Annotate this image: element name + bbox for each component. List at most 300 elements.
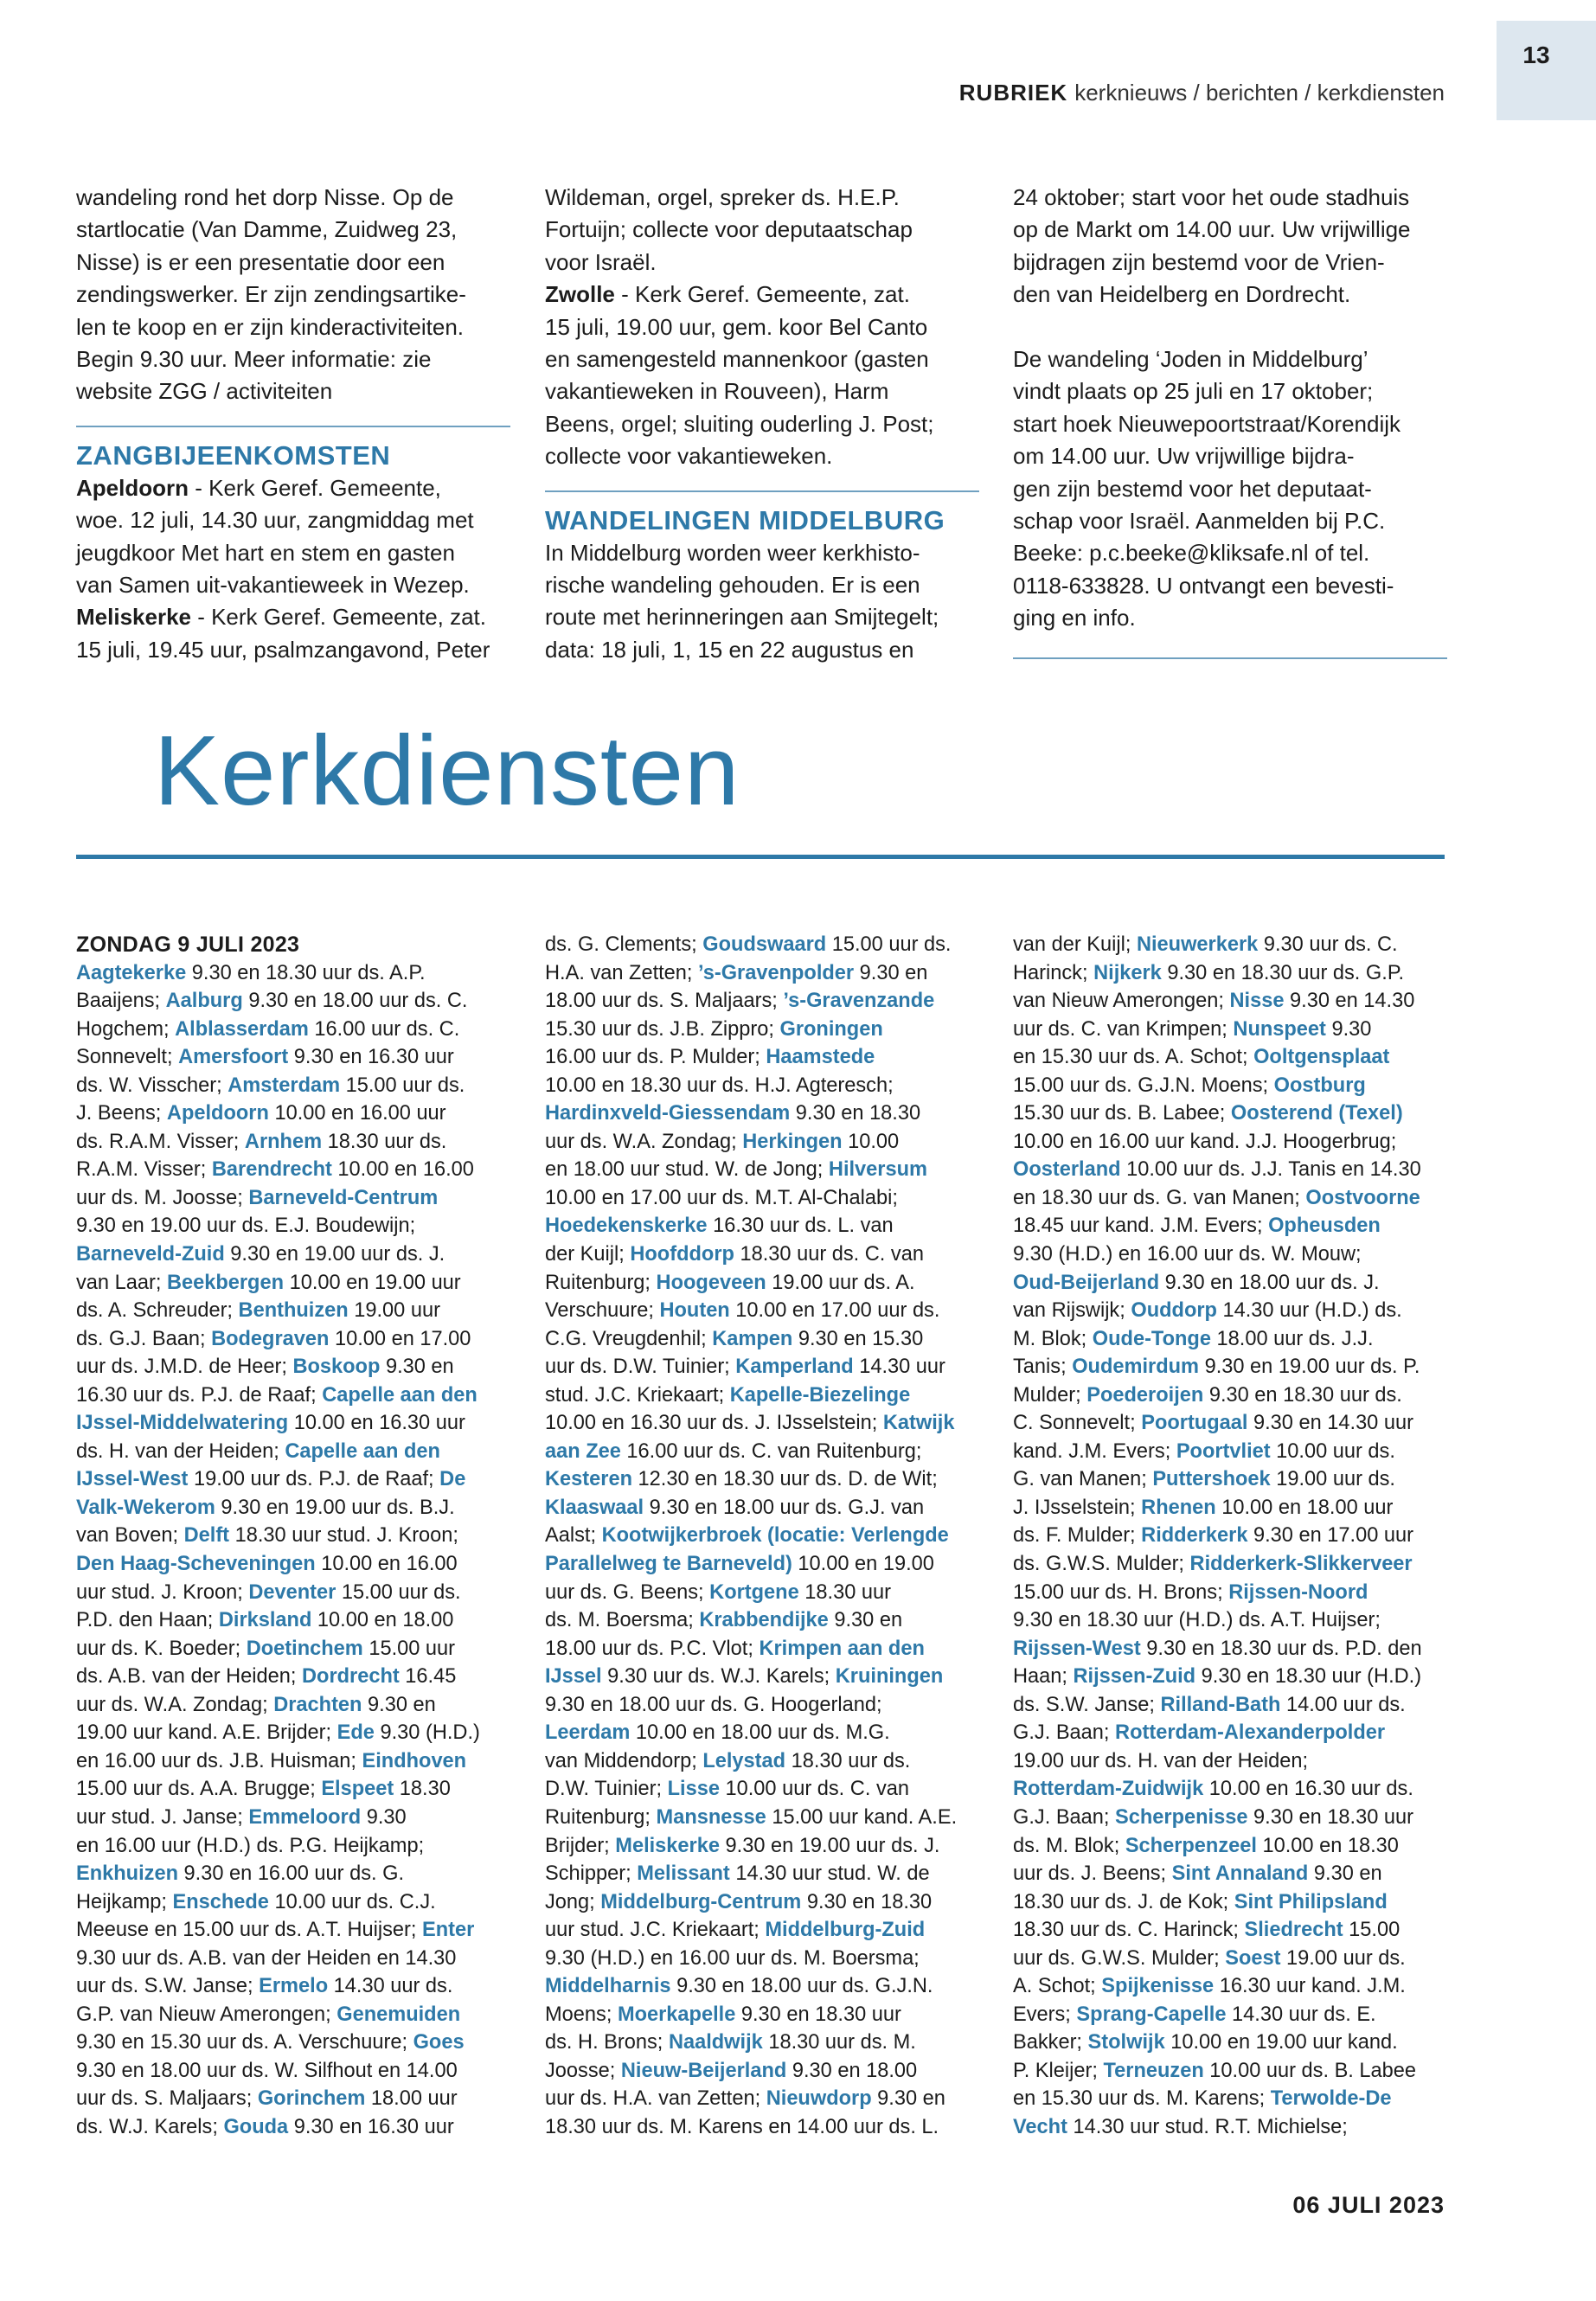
service-line (76, 2029, 526, 2057)
place-name: Hoofddorp (630, 1243, 734, 1266)
service-details: 18.30 uur (798, 1580, 891, 1604)
service-line (76, 1156, 526, 1184)
text-line: voor Israël. (545, 248, 657, 275)
place-name: Capelle aan den (322, 1383, 478, 1407)
service-line (545, 931, 995, 959)
place-name: Puttershoek (1152, 1468, 1271, 1491)
service-details: ds. G.J. Baan; (76, 1327, 212, 1350)
service-details: Hogchem; (76, 1017, 176, 1041)
service-details: Heijkamp; (76, 1890, 173, 1913)
service-details: 10.00 uur ds. J.J. Tanis en 14.30 (1120, 1158, 1421, 1182)
service-line (76, 1494, 526, 1522)
place-name: Beekbergen (166, 1271, 285, 1294)
service-details: 18.30 uur ds. C. Harinck; (1013, 1919, 1245, 1942)
service-details: en 18.00 uur stud. W. de Jong; (545, 1158, 829, 1182)
text-span: - Kerk Geref. Gemeente, zat. (190, 604, 487, 631)
service-line (545, 1888, 995, 1917)
place-name: Kapelle-Biezelinge (729, 1383, 911, 1407)
service-line (545, 1128, 995, 1157)
place-name: Rotterdam-Alexanderpolder (1115, 1721, 1386, 1745)
place-name: Oudemirdum (1072, 1356, 1200, 1379)
service-details: 16.30 uur ds. L. van (707, 1215, 894, 1238)
service-details: van Rijswijk; (1013, 1299, 1131, 1323)
service-details: ds. A.B. van der Heiden; (76, 1665, 302, 1689)
service-details: 10.00 uur ds. C.J. (268, 1890, 436, 1913)
service-details: 9.30 en (854, 961, 928, 984)
service-details: ds. H. Brons; (545, 2031, 669, 2054)
text-line: op de Markt om 14.00 uur. Uw vrijwillige (1013, 216, 1411, 243)
service-details: 10.00 en 17.00 uur ds. M.T. Al-Chalabi; (545, 1186, 898, 1209)
service-line (76, 1606, 526, 1635)
article-column-3 (1013, 182, 1447, 659)
service-line (545, 1016, 995, 1044)
service-line (545, 1691, 995, 1720)
service-details: en 15.30 uur ds. A. Schot; (1013, 1046, 1254, 1069)
service-line (545, 1804, 995, 1832)
service-details: Meeuse en 15.00 uur ds. A.T. Huijser; (76, 1919, 422, 1942)
service-details: 9.30 en 19.00 uur ds. B.J. (215, 1496, 455, 1519)
service-details: 9.30 (H.D.) (374, 1721, 480, 1745)
text-line: vindt plaats op 25 juli en 17 oktober; (1013, 378, 1374, 405)
service-line (545, 1945, 995, 1973)
service-details: 9.30 en 19.00 uur ds. J. (224, 1243, 445, 1266)
place-name: Scherpenzeel (1125, 1834, 1257, 1857)
place-name: Haamstede (766, 1046, 875, 1069)
service-details: uur ds. G.W.S. Mulder; (1013, 1946, 1226, 1970)
place-name: Moerkapelle (617, 2003, 736, 2026)
service-details: en 15.30 uur ds. M. Karens; (1013, 2087, 1271, 2111)
place-name: Enkhuizen (76, 1862, 178, 1886)
service-details: 18.30 uur ds. M. (762, 2031, 916, 2054)
service-line (1013, 1663, 1463, 1691)
service-line (1013, 1747, 1463, 1776)
service-details: 15.00 uur ds. A.A. Brugge; (76, 1778, 322, 1801)
place-name: Kootwijkerbroek (locatie: Verlengde (601, 1524, 949, 1548)
service-details: uur ds. J. Beens; (1013, 1862, 1172, 1886)
service-details: 9.30 en (1308, 1862, 1382, 1886)
text-line: vakantieweken in Rouveen), Harm (545, 378, 889, 405)
place-name: Klaaswaal (545, 1496, 644, 1519)
service-line (545, 1550, 995, 1579)
service-details: uur ds. D.W. Tuinier; (545, 1356, 736, 1379)
place-name: aan Zee (545, 1439, 621, 1463)
place-name: Sint Philipsland (1234, 1890, 1388, 1913)
service-line (1013, 2057, 1463, 2086)
service-details: 10.00 en 17.00 (329, 1327, 471, 1350)
service-details: 9.30 en 18.30 (790, 1102, 921, 1125)
service-line (76, 1381, 526, 1410)
service-line (76, 1325, 526, 1354)
place-name: Ridderkerk (1141, 1524, 1248, 1548)
service-line (76, 1550, 526, 1579)
text-line: route met herinneringen aan Smijtegelt; (545, 604, 939, 631)
paragraph-gap (1013, 311, 1447, 343)
place-name: Leerdam (545, 1721, 631, 1745)
place-name: Den Haag-Scheveningen (76, 1553, 316, 1576)
service-line (76, 1972, 526, 2001)
service-line (1013, 931, 1463, 959)
place-name: Stolwijk (1087, 2031, 1165, 2054)
place-name: Apeldoorn (166, 1102, 269, 1125)
service-details: stud. J.C. Kriekaart; (545, 1383, 730, 1407)
place-name: Soest (1225, 1946, 1281, 1970)
service-details: 16.00 uur ds. C. (308, 1017, 460, 1041)
service-details: 15.30 uur ds. B. Labee; (1013, 1102, 1231, 1125)
text-line: schap voor Israël. Aanmelden bij P.C. (1013, 508, 1386, 535)
service-line (545, 1972, 995, 2001)
service-line (76, 1579, 526, 1607)
service-line (1013, 2085, 1463, 2113)
article-column-2 (545, 182, 979, 666)
service-line (76, 1297, 526, 1325)
service-details: Ruitenburg; (545, 1805, 657, 1829)
service-details: 19.00 uur kand. A.E. Brijder; (76, 1721, 337, 1745)
place-name: Rotterdam-Zuidwijk (1013, 1778, 1204, 1801)
place-name: Melissant (637, 1862, 730, 1886)
service-details: ds. H. van der Heiden; (76, 1439, 285, 1463)
page-number-tab (1497, 21, 1596, 120)
service-line (1013, 1775, 1463, 1804)
service-details: 18.00 uur ds. J.J. (1210, 1327, 1374, 1350)
service-line (545, 2057, 995, 2086)
service-details: G.J. Baan; (1013, 1721, 1116, 1745)
place-name: Sint Annaland (1171, 1862, 1309, 1886)
service-list (545, 931, 995, 2142)
service-details: 19.00 uur ds. P.J. de Raaf; (188, 1468, 440, 1491)
service-details: Ruitenburg; (545, 1271, 657, 1294)
day-heading: ZONDAG 9 JULI 2023 (76, 933, 300, 957)
place-name: Rijssen-Noord (1228, 1580, 1368, 1604)
service-details: 10.00 en 19.00 uur (284, 1271, 461, 1294)
service-line (545, 1269, 995, 1298)
service-details: 14.30 uur (H.D.) ds. (1216, 1299, 1402, 1323)
service-line (1013, 1579, 1463, 1607)
service-details: 9.30 (1325, 1017, 1372, 1041)
text-line: Wildeman, orgel, spreker ds. H.E.P. (545, 184, 900, 210)
service-line (76, 1099, 526, 1128)
service-details: 9.30 en 19.00 uur ds. E.J. Boudewijn; (76, 1215, 416, 1238)
place-name: Bodegraven (211, 1327, 330, 1350)
service-details: 18.30 (394, 1778, 451, 1801)
place-name: Apeldoorn (76, 474, 189, 501)
service-details: 9.30 en 18.30 uur (1247, 1805, 1414, 1829)
service-details: uur ds. S. Maljaars; (76, 2087, 258, 2111)
place-name: Kampen (712, 1327, 793, 1350)
service-details: 9.30 en 18.30 uur (H.D.) (1195, 1665, 1422, 1689)
text-span: - Kerk Geref. Gemeente, (189, 474, 441, 501)
service-line (545, 1494, 995, 1522)
place-name: Nisse (1229, 990, 1285, 1013)
service-details: Joosse; (545, 2059, 621, 2082)
service-details: 10.00 en 18.00 uur ds. M.G. (630, 1721, 890, 1745)
place-name: Nieuwdorp (766, 2087, 872, 2111)
text-line: start hoek Nieuwepoortstraat/Korendijk (1013, 410, 1401, 437)
text-line: Fortuijn; collecte voor deputaatschap (545, 216, 913, 243)
service-details: 9.30 en 19.00 uur ds. J. (719, 1834, 940, 1857)
service-details: en 16.00 uur (H.D.) ds. P.G. Heijkamp; (76, 1834, 425, 1857)
service-line (545, 1212, 995, 1240)
service-details: 18.00 uur (365, 2087, 458, 2111)
place-name: Middelburg-Zuid (765, 1919, 926, 1942)
service-details: 19.00 uur ds. (1270, 1468, 1395, 1491)
place-name: Gouda (223, 2115, 289, 2138)
place-name: Goes (413, 2031, 465, 2054)
service-line (545, 1353, 995, 1381)
service-details: 14.30 uur ds. E. (1226, 2003, 1376, 2026)
service-details: 9.30 en 18.30 uur ds. P.D. den (1140, 1637, 1422, 1660)
place-name: De (439, 1468, 466, 1491)
service-details: 9.30 en 16.30 uur (288, 1046, 454, 1069)
kerkdiensten-column-2 (545, 931, 995, 2142)
service-details: 9.30 en 14.30 uur (1247, 1412, 1413, 1435)
place-name: Nieuwerkerk (1136, 933, 1259, 956)
service-details: 10.00 (842, 1130, 900, 1153)
place-name: Oude-Tonge (1092, 1327, 1211, 1350)
place-name: Terneuzen (1103, 2059, 1204, 2082)
service-line (545, 1156, 995, 1184)
place-name: Sprang-Capelle (1076, 2003, 1227, 2026)
service-details: Mulder; (1013, 1383, 1087, 1407)
service-details: P.D. den Haan; (76, 1609, 219, 1632)
service-details: 10.00 en 18.30 uur ds. H.J. Agteresch; (545, 1074, 894, 1097)
text-line: rische wandeling gehouden. Er is een (545, 572, 920, 599)
service-details: Jong; (545, 1890, 601, 1913)
service-details: uur stud. J. Kroon; (76, 1580, 249, 1604)
service-details: 16.00 uur ds. P. Mulder; (545, 1046, 766, 1069)
service-details: G.J. Baan; (1013, 1805, 1116, 1829)
service-details: ds. W. Visscher; (76, 1074, 228, 1097)
service-details: uur ds. K. Boeder; (76, 1637, 247, 1660)
place-name: IJssel-Middelwatering (76, 1412, 289, 1435)
place-name: Aagtekerke (76, 961, 187, 984)
service-line (1013, 1325, 1463, 1354)
service-details: en 16.00 uur ds. J.B. Huisman; (76, 1749, 362, 1772)
service-line (1013, 1438, 1463, 1466)
service-details: 9.30 en 18.00 uur ds. C. (242, 990, 468, 1013)
service-line (545, 987, 995, 1016)
service-details: 19.00 uur ds. (1280, 1946, 1406, 1970)
place-name: Goudswaard (702, 933, 827, 956)
service-details: 14.30 uur stud. R.T. Michielse; (1067, 2115, 1348, 2138)
service-details: uur ds. G. Beens; (545, 1580, 710, 1604)
text-line (76, 601, 510, 633)
service-details: 9.30 en 18.30 uur (H.D.) ds. A.T. Huijser; (1013, 1609, 1381, 1632)
place-name: Alblasserdam (175, 1017, 309, 1041)
text-line: en samengesteld mannenkoor (gasten (545, 346, 929, 373)
service-line (1013, 2029, 1463, 2057)
service-details: 18.30 uur ds. M. Karens en 14.00 uur ds. L. (545, 2115, 939, 2138)
service-line (1013, 1804, 1463, 1832)
service-details: 9.30 en (362, 1693, 436, 1716)
service-details: ds. S.W. Janse; (1013, 1693, 1161, 1716)
place-name: Hardinxveld-Giessendam (545, 1102, 791, 1125)
place-name: Ede (337, 1721, 375, 1745)
place-name: Katwijk (882, 1412, 955, 1435)
service-line (545, 1747, 995, 1776)
service-details: G. van Manen; (1013, 1468, 1153, 1491)
place-name: Nijkerk (1093, 961, 1162, 984)
service-details: van Laar; (76, 1271, 167, 1294)
place-name: Gorinchem (257, 2087, 366, 2111)
service-details: 16.00 uur ds. C. van Ruitenburg; (620, 1439, 922, 1463)
service-line (76, 1184, 526, 1213)
service-line (1013, 1240, 1463, 1269)
service-line (545, 1606, 995, 1635)
section-title-wandelingen: WANDELINGEN MIDDELBURG (545, 504, 945, 535)
service-details: uur ds. W.A. Zondag; (76, 1693, 274, 1716)
service-details: Aalst; (545, 1524, 602, 1548)
service-details: 9.30 en 16.00 uur ds. G. (177, 1862, 405, 1886)
place-name: Oosterland (1013, 1158, 1121, 1182)
service-details: Haan; (1013, 1665, 1074, 1689)
place-name: Nunspeet (1233, 1017, 1326, 1041)
service-details: 9.30 en 19.00 uur ds. P. (1199, 1356, 1420, 1379)
service-details: 9.30 en (828, 1609, 903, 1632)
service-line (545, 1409, 995, 1438)
place-name: Herkingen (742, 1130, 843, 1153)
text-line: collecte voor vakantieweken. (545, 443, 833, 470)
service-details: 14.30 uur ds. (328, 1975, 453, 1998)
service-line (1013, 1156, 1463, 1184)
service-line (1013, 1072, 1463, 1100)
place-name: Eindhoven (362, 1749, 467, 1772)
service-details: 18.00 uur ds. P.C. Vlot; (545, 1637, 760, 1660)
service-details: 9.30 (361, 1805, 407, 1829)
service-details: 10.00 en 16.30 uur (288, 1412, 465, 1435)
service-details: Schipper; (545, 1862, 638, 1886)
service-line (76, 1269, 526, 1298)
service-details: P. Kleijer; (1013, 2059, 1104, 2082)
service-details: 9.30 (H.D.) en 16.00 uur ds. M. Boersma; (545, 1946, 920, 1970)
service-details: Bakker; (1013, 2031, 1088, 2054)
place-name: Hilversum (828, 1158, 927, 1182)
place-name: Groningen (779, 1017, 883, 1041)
service-line (1013, 2113, 1463, 2142)
service-details: 9.30 en 18.00 uur ds. G. Hoogerland; (545, 1693, 882, 1716)
text-line: In Middelburg worden weer kerkhisto- (545, 539, 920, 566)
place-name: Rijssen-Zuid (1073, 1665, 1196, 1689)
service-line (76, 987, 526, 1016)
service-details: 15.00 uur ds. (826, 933, 952, 956)
service-details: 9.30 uur ds. C. (1258, 933, 1398, 956)
service-details: 10.00 en 16.00 uur (268, 1102, 446, 1125)
rubric-text: kerknieuws / berichten / kerkdiensten (1074, 80, 1445, 106)
place-name: Hoogeveen (656, 1271, 766, 1294)
service-line (1013, 1691, 1463, 1720)
text-line: website ZGG / activiteiten (76, 378, 333, 405)
service-details: 9.30 en 18.00 uur ds. G.J. van (644, 1496, 925, 1519)
place-name: Benthuizen (238, 1299, 349, 1323)
place-name: Mansnesse (656, 1805, 766, 1829)
service-line (76, 1691, 526, 1720)
text-line: Begin 9.30 uur. Meer informatie: zie (76, 346, 432, 373)
service-line (76, 1663, 526, 1691)
service-line (545, 1579, 995, 1607)
service-details: 9.30 en 18.00 uur ds. G.J.N. (670, 1975, 933, 1998)
issue-date: 06 JULI 2023 (1292, 2192, 1445, 2218)
place-name: Hoedekenskerke (545, 1215, 708, 1238)
service-line (76, 1128, 526, 1157)
service-line (545, 1663, 995, 1691)
kerkdiensten-column-3 (1013, 931, 1463, 2142)
text-line: ging en info. (1013, 605, 1136, 631)
service-line (545, 1832, 995, 1861)
service-line (545, 1438, 995, 1466)
service-details: 9.30 en 17.00 uur (1247, 1524, 1413, 1548)
service-details: 10.00 uur ds. C. van (719, 1778, 909, 1801)
service-details: A. Schot; (1013, 1975, 1102, 1998)
place-name: ’s-Gravenzande (783, 990, 935, 1013)
service-line (1013, 1945, 1463, 1973)
place-name: Barneveld-Zuid (76, 1243, 225, 1266)
service-details: 10.00 en 16.00 (315, 1553, 458, 1576)
place-name: Oostvoorne (1305, 1186, 1420, 1209)
place-name: Scherpenisse (1115, 1805, 1248, 1829)
service-line (545, 1325, 995, 1354)
text-line (76, 472, 510, 504)
service-line (76, 1043, 526, 1072)
service-details: ds. W.J. Karels; (76, 2115, 224, 2138)
service-details: J. IJsselstein; (1013, 1496, 1142, 1519)
service-line (1013, 1043, 1463, 1072)
service-line (76, 1465, 526, 1494)
place-name: Oosterend (Texel) (1230, 1102, 1403, 1125)
service-line (1013, 1016, 1463, 1044)
service-line (76, 2001, 526, 2029)
place-name: Kesteren (545, 1468, 632, 1491)
place-name: Delft (183, 1524, 230, 1548)
place-name: Lisse (667, 1778, 720, 1801)
service-line (545, 1635, 995, 1663)
service-details: en 18.30 uur ds. G. van Manen; (1013, 1186, 1306, 1209)
service-line (76, 1016, 526, 1044)
text-line: startlocatie (Van Damme, Zuidweg 23, (76, 216, 458, 243)
place-name: Aalburg (165, 990, 243, 1013)
service-details: 10.00 en 17.00 uur ds. (729, 1299, 940, 1323)
service-details: 10.00 en 16.30 uur ds. J. IJsselstein; (545, 1412, 883, 1435)
service-details: uur ds. J.M.D. de Heer; (76, 1356, 293, 1379)
service-details: 15.00 uur ds. (336, 1580, 461, 1604)
service-details: 15.00 uur (362, 1637, 456, 1660)
text-line: Beens, orgel; sluiting ouderling J. Post; (545, 410, 934, 437)
service-line (76, 2085, 526, 2113)
service-line (76, 1212, 526, 1240)
service-details: C. Sonnevelt; (1013, 1412, 1142, 1435)
service-details: 15.30 uur ds. J.B. Zippro; (545, 1017, 780, 1041)
intro-text (76, 182, 510, 408)
page-number: 13 (1522, 42, 1550, 68)
place-name: Vecht (1013, 2115, 1067, 2138)
service-details: 9.30 en 18.00 uur ds. J. (1159, 1271, 1380, 1294)
service-details: 9.30 uur ds. W.J. Karels; (601, 1665, 836, 1689)
service-details: R.A.M. Visser; (76, 1158, 212, 1182)
service-line (76, 1860, 526, 1888)
place-name: Genemuiden (337, 2003, 461, 2026)
service-details: uur ds. C. van Krimpen; (1013, 1017, 1234, 1041)
service-line (545, 2085, 995, 2113)
service-line (1013, 1269, 1463, 1298)
service-details: 18.30 uur ds. (785, 1749, 911, 1772)
service-line (545, 1043, 995, 1072)
place-name: Lelystad (702, 1749, 786, 1772)
service-details: van der Kuijl; (1013, 933, 1137, 956)
service-details: ds. M. Boersma; (545, 1609, 700, 1632)
service-line (545, 1465, 995, 1494)
service-details: 18.30 uur ds. C. van (734, 1243, 924, 1266)
service-details: 19.00 uur ds. H. van der Heiden; (1013, 1749, 1309, 1772)
place-name: Meliskerke (615, 1834, 720, 1857)
service-details: 9.30 en 15.30 uur ds. A. Verschuure; (76, 2031, 413, 2054)
